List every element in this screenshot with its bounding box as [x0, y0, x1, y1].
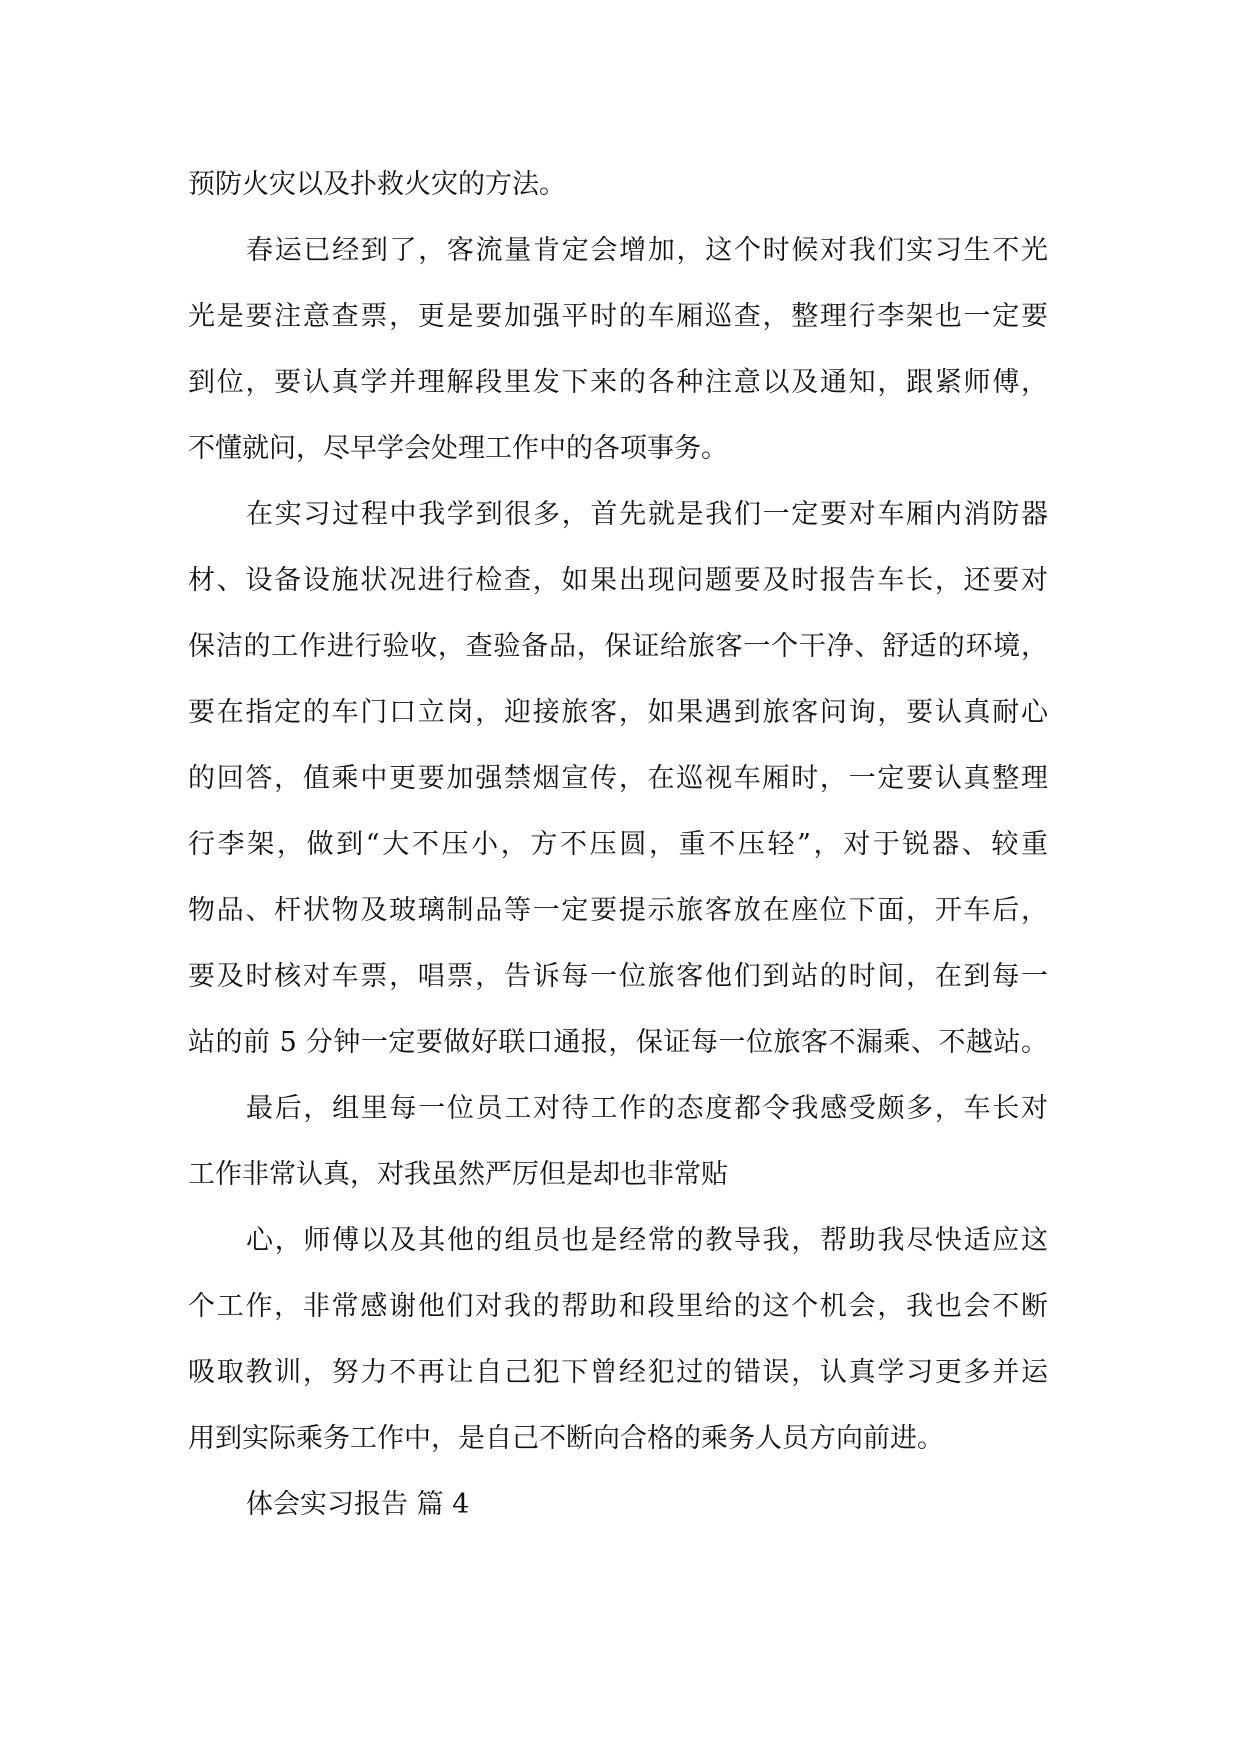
text-line: 材、设备设施状况进行检查，如果出现问题要及时报告车长，还要对 — [188, 565, 1048, 596]
text-line: 个工作，非常感谢他们对我的帮助和段里给的这个机会，我也会不断 — [188, 1291, 1048, 1322]
paragraph-first-line: 春运已经到了，客流量肯定会增加，这个时候对我们实习生不光 — [246, 235, 1048, 266]
text-line: 要在指定的车门口立岗，迎接旅客，如果遇到旅客问询，要认真耐心 — [188, 697, 1048, 728]
text-line: 预防火灾以及扑救火灾的方法。 — [188, 169, 566, 200]
paragraph-first-line: 心，师傅以及其他的组员也是经常的教导我，帮助我尽快适应这 — [246, 1225, 1048, 1256]
text-line: 物品、杆状物及玻璃制品等一定要提示旅客放在座位下面，开车后， — [188, 895, 1048, 926]
text-line: 保洁的工作进行验收，查验备品，保证给旅客一个干净、舒适的环境， — [188, 631, 1048, 662]
text-line: 用到实际乘务工作中，是自己不断向合格的乘务人员方向前进。 — [188, 1423, 944, 1454]
text-line: 到位，要认真学并理解段里发下来的各种注意以及通知，跟紧师傅， — [188, 367, 1048, 398]
text-line: 的回答，值乘中更要加强禁烟宣传，在巡视车厢时，一定要认真整理 — [188, 763, 1048, 794]
text-line: 工作非常认真，对我虽然严厉但是却也非常贴 — [188, 1159, 728, 1190]
text-line: 不懂就问，尽早学会处理工作中的各项事务。 — [188, 433, 728, 464]
document-body — [188, 152, 1048, 1538]
text-line: 吸取教训，努力不再让自己犯下曾经犯过的错误，认真学习更多并运 — [188, 1357, 1048, 1388]
text-line: 行李架，做到“大不压小，方不压圆，重不压轻”，对于锐器、较重 — [188, 829, 1048, 860]
paragraph-first-line: 在实习过程中我学到很多，首先就是我们一定要对车厢内消防器 — [246, 499, 1048, 530]
text-line: 站的前 5 分钟一定要做好联口通报，保证每一位旅客不漏乘、不越站。 — [188, 1027, 1048, 1058]
text-line: 要及时核对车票，唱票，告诉每一位旅客他们到站的时间，在到每一 — [188, 961, 1048, 992]
section-heading: 体会实习报告 篇 4 — [246, 1489, 470, 1520]
text-line: 光是要注意查票，更是要加强平时的车厢巡查，整理行李架也一定要 — [188, 301, 1048, 332]
paragraph-first-line: 最后，组里每一位员工对待工作的态度都令我感受颇多，车长对 — [246, 1093, 1048, 1124]
